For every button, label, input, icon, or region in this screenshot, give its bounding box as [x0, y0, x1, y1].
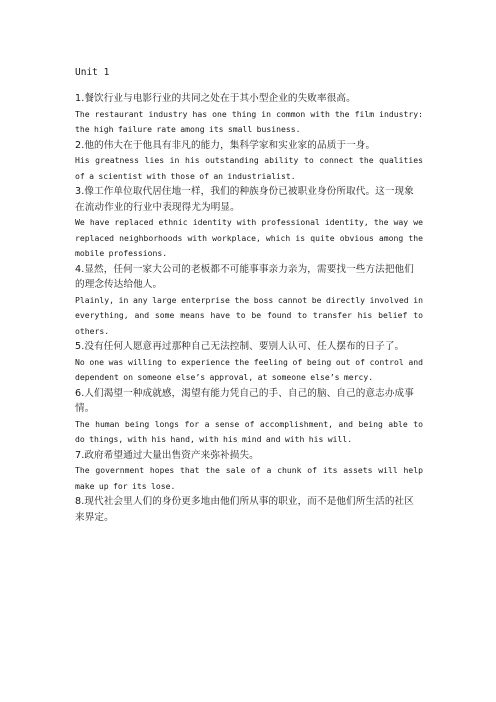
unit-title: Unit 1 — [75, 67, 110, 78]
english-translation: We have replaced ethnic identity with professional identity, the way we replaced neighborhoods with workplace, which is quite obvious among the mobile professions. — [75, 217, 423, 258]
english-translation: No one was willing to experience the feeling of being out of control and dependent on someone else’s approval, at someone else’s mercy. — [75, 356, 423, 382]
sentence-item-6 — [75, 386, 423, 448]
english-translation: His greatness lies in his outstanding ability to connect the qualities of a scientist with those of an industrialist. — [75, 155, 423, 181]
english-translation: Plainly, in any large enterprise the boss cannot be directly involved in everything, and some means have to be found to transfer his belief to others. — [75, 294, 423, 336]
sentence-item-8 — [75, 494, 423, 525]
sentence-item-5 — [75, 339, 423, 386]
sentence-item-7 — [75, 448, 423, 495]
english-translation: The human being longs for a sense of accomplishment, and being able to do things, with his hand, with his mind and with his will. — [75, 418, 423, 444]
sentence-item-1 — [75, 91, 423, 138]
sentence-item-2 — [75, 138, 423, 185]
chinese-sentence: 4.显然，任何一家大公司的老板都不可能事事亲力亲为，需要找一些方法把他们的理念传达给他人。 — [75, 263, 414, 290]
chinese-sentence: 7.政府希望通过大量出售资产来弥补损失。 — [75, 449, 259, 461]
sentence-item-4 — [75, 262, 423, 340]
chinese-sentence: 8.现代社会里人们的身份更多地由他们所从事的职业，而不是他们所生活的社区来界定。 — [75, 496, 414, 523]
chinese-sentence: 5.没有任何人愿意再过那种自己无法控制、要别人认可、任人摆布的日子了。 — [75, 341, 405, 352]
chinese-sentence: 3.像工作单位取代居住地一样，我们的种族身份已被职业身份所取代。这一现象在流动作业的行业中表现得尤为明显。 — [75, 186, 414, 213]
english-translation: The government hopes that the sale of a chunk of its assets will help make up for its lose. — [75, 465, 423, 491]
sentence-item-3 — [75, 184, 423, 262]
chinese-sentence: 2.他的伟大在于他具有非凡的能力，集科学家和实业家的品质于一身。 — [75, 139, 376, 151]
document-page — [75, 66, 423, 525]
chinese-sentence: 6.人们渴望一种成就感，渴望有能力凭自己的手、自己的脑、自己的意志办成事情。 — [75, 387, 414, 414]
chinese-sentence: 1.餐饮行业与电影行业的共同之处在于其小型企业的失败率很高。 — [75, 93, 356, 104]
english-translation: The restaurant industry has one thing in common with the film industry: the high failure rate among its small business. — [75, 108, 423, 134]
